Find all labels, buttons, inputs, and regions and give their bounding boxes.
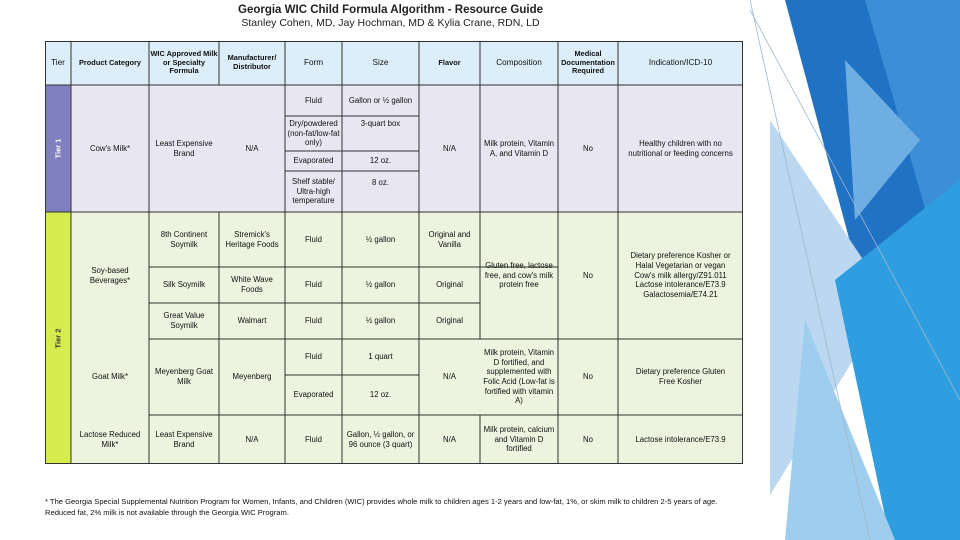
lactose-category: Lactose Reduced Milk* [79, 429, 141, 449]
header-tier: Tier [51, 58, 65, 68]
lactose-flavor: N/A [443, 434, 456, 444]
soy-size: ½ gallon [365, 316, 396, 326]
document-page [31, 0, 750, 540]
header-manufacturer: Manufacturer/ Distributor [227, 53, 277, 71]
goat-composition: Milk protein, Vitamin D fortified, and supplemented with Folic Acid (Low-fat is fortified with vitamin A) [483, 347, 555, 406]
tier1-manufacturer: N/A [245, 143, 259, 153]
document-authors: Stanley Cohen, MD, Jay Hochman, MD & Kylia Crane, RDN, LD [241, 17, 540, 29]
tier1-composition: Milk protein, Vitamin A, and Vitamin D [483, 138, 555, 158]
tier1-wic: Least Expensive Brand [155, 138, 213, 158]
goat-manufacturer: Meyenberg [232, 372, 272, 382]
lactose-medical: No [583, 434, 593, 444]
soy-size: ½ gallon [365, 280, 396, 290]
tier1-form: Fluid [305, 95, 322, 105]
header-flavor: Flavor [438, 57, 461, 67]
soy-wic: Great Value Soymilk [163, 311, 205, 330]
goat-flavor: N/A [443, 372, 456, 382]
header-indication: Indication/ICD-10 [648, 58, 713, 68]
goat-indication: Dietary preference Gluten Free Kosher [635, 367, 726, 386]
goat-medical: No [583, 372, 593, 382]
goat-category: Goat Milk* [92, 372, 128, 382]
lactose-composition: Milk protein, calcium and Vitamin D fortified [483, 424, 555, 454]
soy-manufacturer: White Wave Foods [231, 275, 273, 294]
header-size: Size [372, 58, 389, 68]
header-form: Form [303, 58, 324, 68]
soy-indication: Dietary preference Kosher or Halal Vegetarian or vegan Cow's milk allergy/Z91.011 Lactose intolerance/E73.9 Galactosemia/E74.21 [630, 251, 731, 300]
slide-decoration [745, 0, 960, 540]
tier1-form: Evaporated [293, 156, 334, 166]
lactose-manufacturer: N/A [245, 434, 259, 444]
soy-composition: Gluten free, lactose free, and cow's milk protein free [484, 260, 554, 290]
goat-form: Fluid [305, 352, 322, 362]
lactose-size: Gallon, ½ gallon, or 96 ounce (3 quart) [346, 429, 415, 449]
header-medical-documentation: Medical Documentation Required [561, 48, 615, 76]
soy-manufacturer: Stremick's Heritage Foods [225, 229, 279, 249]
soy-medical: No [583, 270, 593, 280]
soy-flavor: Original [436, 280, 463, 290]
goat-form: Evaporated [293, 390, 334, 400]
goat-size: 12 oz. [369, 390, 392, 400]
soy-form: Fluid [305, 316, 322, 326]
lactose-indication: Lactose intolerance/E73.9 [635, 434, 726, 444]
tier1-form: Shelf stable/ Ultra-high temperature [292, 176, 335, 206]
tier1-size: 12 oz. [369, 156, 392, 166]
goat-wic: Meyenberg Goat Milk [154, 367, 214, 386]
header-product-category: Product Category [78, 57, 141, 67]
header-composition: Composition [496, 58, 542, 68]
tier1-size: 3-quart box [360, 118, 401, 128]
soy-wic: 8th Continent Soymilk [160, 229, 208, 249]
soy-category: Soy-based Beverages* [89, 265, 131, 285]
soy-flavor: Original and Vanilla [428, 229, 471, 249]
tier1-form: Dry/powdered (non-fat/low-fat only) [287, 118, 340, 148]
goat-size: 1 quart [368, 352, 393, 362]
soy-flavor: Original [436, 316, 463, 326]
lactose-wic: Least Expensive Brand [155, 429, 213, 449]
tier1-category: Cow's Milk* [89, 143, 131, 153]
document-title: Georgia WIC Child Formula Algorithm - Resource Guide [238, 4, 543, 16]
tier1-medical: No [583, 143, 593, 153]
lactose-form: Fluid [305, 434, 322, 444]
tier1-flavor: N/A [443, 143, 456, 153]
tier1-size: Gallon or ½ gallon [348, 95, 413, 105]
soy-wic: Silk Soymilk [162, 280, 206, 290]
soy-size: ½ gallon [365, 234, 396, 244]
soy-form: Fluid [305, 280, 322, 290]
tier1-indication: Healthy children with no nutritional or feeding concerns [628, 138, 733, 158]
tier1-size: 8 oz. [372, 178, 389, 188]
formula-table [45, 41, 743, 464]
header-wic-approved: WIC Approved Milk or Specialty Formula [150, 48, 218, 76]
soy-form: Fluid [305, 234, 322, 244]
tier2-label: Tier 2 [53, 328, 63, 348]
soy-manufacturer: Walmart [237, 316, 267, 326]
tier1-label: Tier 1 [53, 138, 63, 159]
footnote: * The Georgia Special Supplemental Nutrition Program for Women, Infants, and Children (WIC) provides whole milk to children ages 1-2 years and low-fat, 1%, or skim milk to children 2-5 years of age. Reduced fat, 2% milk is not available through the Georgia WIC Program. [45, 497, 718, 517]
